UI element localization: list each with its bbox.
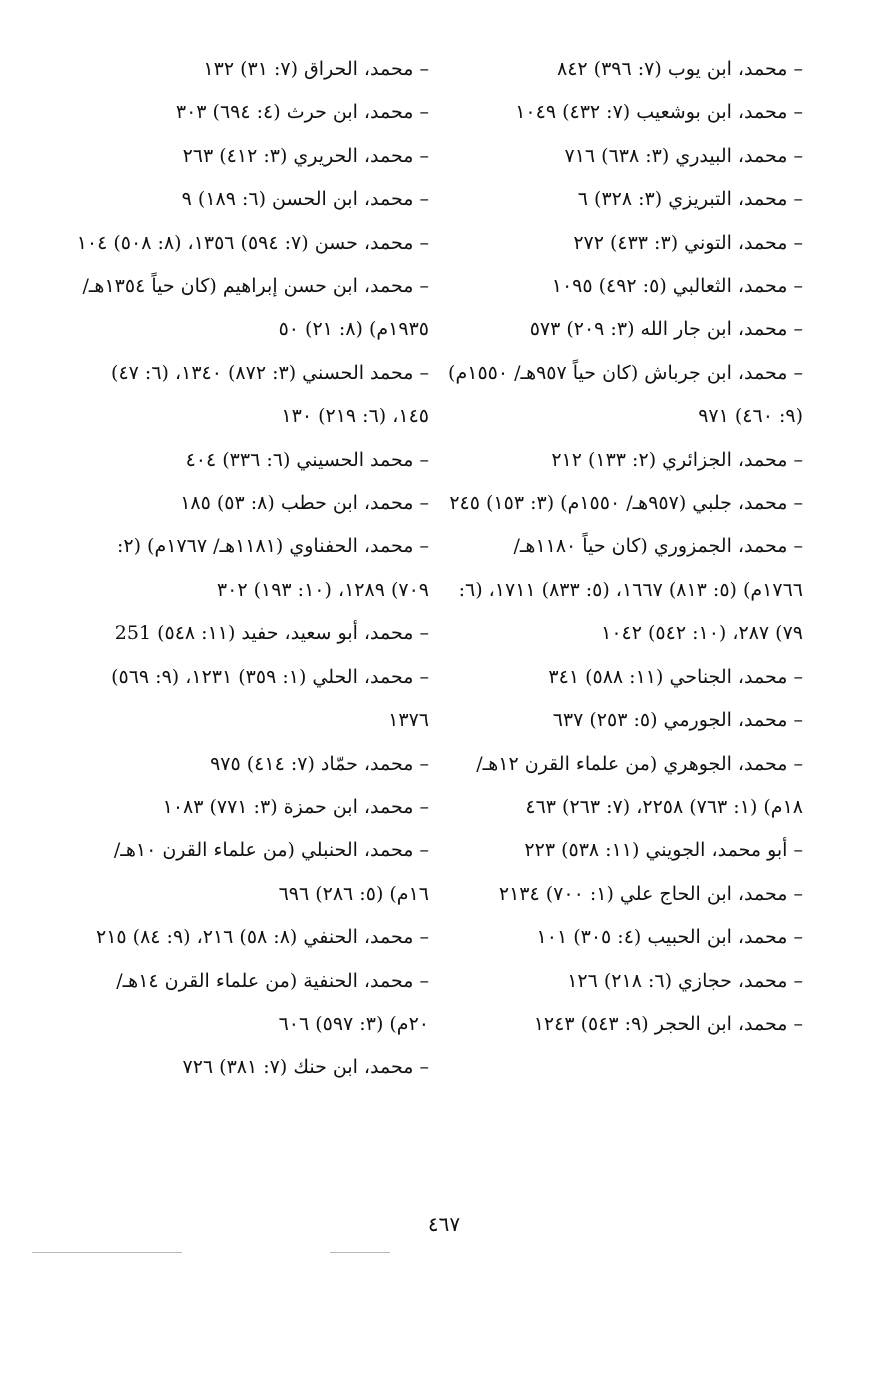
index-entry: – محمد، ابن جار الله (٣: ٢٠٩) ٥٧٣ bbox=[529, 318, 803, 341]
index-column-right bbox=[448, 48, 803, 1046]
index-entry: – محمد، ابن حطب (٨: ٥٣) ١٨٥ bbox=[180, 492, 429, 515]
index-entry: – محمد، ابن يوب (٧: ٣٩٦) ٨٤٢ bbox=[557, 58, 803, 80]
index-entry: – محمد، التوني (٣: ٤٣٣) ٢٧٢ bbox=[573, 231, 803, 254]
index-entry: – محمد، التبريزي (٣: ٣٢٨) ٦ bbox=[577, 188, 803, 211]
index-entry: – محمد، حسن (٧: ٥٩٤) ١٣٥٦، (٨: ٥٠٨) ١٠٤ bbox=[76, 231, 429, 254]
index-entry: – محمد، حجازي (٦: ٢١٨) ١٢٦ bbox=[567, 969, 803, 992]
index-entry: – محمد، ابن حسن إبراهيم (كان حياً ١٣٥٤هـ/ ١٩٣٥م) (٨: ٢١) ٥٠ bbox=[82, 275, 429, 341]
index-entry: – محمد، الحفناوي (١١٨١هـ/ ١٧٦٧م) (٢: ٧٠٩) ١٢٨٩، (١٠: ١٩٣) ٣٠٢ bbox=[116, 535, 429, 601]
index-entry: – محمد، ابن حمزة (٣: ٧٧١) ١٠٨٣ bbox=[162, 795, 429, 818]
index-entry: – محمد، الحريري (٣: ٤١٢) ٢٦٣ bbox=[182, 144, 429, 167]
index-entry: – محمد، ابن الحاج علي (١: ٧٠٠) ٢١٣٤ bbox=[498, 882, 803, 905]
scan-line bbox=[330, 1252, 390, 1253]
index-entry: – محمد الحسني (٣: ٨٧٢) ١٣٤٠، (٦: ٤٧) ١٤٥، (٦: ٢١٩) ١٣٠ bbox=[111, 361, 429, 428]
index-entry: – محمد، الحلي (١: ٣٥٩) ١٢٣١، (٩: ٥٦٩) ١٣٧٦ bbox=[111, 665, 429, 732]
index-entry: – محمد، حمّاد (٧: ٤١٤) ٩٧٥ bbox=[210, 752, 429, 775]
index-entry: – محمد، الجوهري (من علماء القرن ١٢هـ/ ١٨م) (١: ٧٦٣) ٢٢٥٨، (٧: ٢٦٣) ٤٦٣ bbox=[476, 752, 803, 818]
index-entry: – محمد، ابن حنك (٧: ٣٨١) ٧٢٦ bbox=[182, 1056, 429, 1079]
index-entry: – محمد، الحنفي (٨: ٥٨) ٢١٦، (٩: ٨٤) ٢١٥ bbox=[95, 926, 429, 949]
page-number: ٤٦٧ bbox=[427, 1212, 461, 1236]
index-entry: – محمد، الجمزوري (كان حياً ١١٨٠هـ/ ١٧٦٦م) (٥: ٨١٣) ١٦٦٧، (٥: ٨٣٣) ١٧١١، (٦: ٧٩) ٢٨٧، (١٠: ٥٤٢) ١٠٤٢ bbox=[458, 535, 803, 645]
index-entry: – محمد، ابن جرباش (كان حياً ٩٥٧هـ/ ١٥٥٠م) (٩: ٤٦٠) ٩٧١ bbox=[448, 361, 803, 428]
index-entry: – محمد، ابن الحجر (٩: ٥٤٣) ١٢٤٣ bbox=[533, 1012, 803, 1035]
index-entry: – محمد، الثعالبي (٥: ٤٩٢) ١٠٩٥ bbox=[551, 275, 803, 298]
index-entry: – محمد، الحراق (٧: ٣١) ١٣٢ bbox=[203, 58, 429, 80]
index-column-left bbox=[74, 48, 429, 1090]
scan-line bbox=[32, 1252, 182, 1253]
index-entry: – محمد، الجورمي (٥: ٢٥٣) ٦٣٧ bbox=[552, 709, 803, 732]
index-entry: – محمد، جلبي (٩٥٧هـ/ ١٥٥٠م) (٣: ١٥٣) ٢٤٥ bbox=[449, 492, 803, 515]
index-entry: – محمد، البيدري (٣: ٦٣٨) ٧١٦ bbox=[564, 144, 803, 167]
index-entry: – محمد، أبو سعيد، حفيد (١١: ٥٤٨) 251 bbox=[114, 622, 429, 645]
index-entry: – محمد، الحنفية (من علماء القرن ١٤هـ/ ٢٠م) (٣: ٥٩٧) ٦٠٦ bbox=[116, 969, 429, 1035]
index-entry: – محمد الحسيني (٦: ٣٣٦) ٤٠٤ bbox=[185, 448, 429, 471]
index-entry: – محمد، ابن الحبيب (٤: ٣٠٥) ١٠١ bbox=[536, 926, 803, 949]
index-entry: – محمد، ابن حرث (٤: ٦٩٤) ٣٠٣ bbox=[175, 101, 429, 124]
index-entry: – محمد، ابن بوشعيب (٧: ٤٣٢) ١٠٤٩ bbox=[515, 101, 803, 124]
index-entry: – محمد، الجزائري (٢: ١٣٣) ٢١٢ bbox=[551, 448, 803, 471]
index-entry: – محمد، ابن الحسن (٦: ١٨٩) ٩ bbox=[181, 188, 429, 211]
index-entry: – أبو محمد، الجويني (١١: ٥٣٨) ٢٢٣ bbox=[524, 839, 803, 862]
index-entry: – محمد، الجناحي (١١: ٥٨٨) ٣٤١ bbox=[548, 665, 803, 688]
index-entry: – محمد، الحنبلي (من علماء القرن ١٠هـ/ ١٦م) (٥: ٢٨٦) ٦٩٦ bbox=[113, 839, 429, 905]
